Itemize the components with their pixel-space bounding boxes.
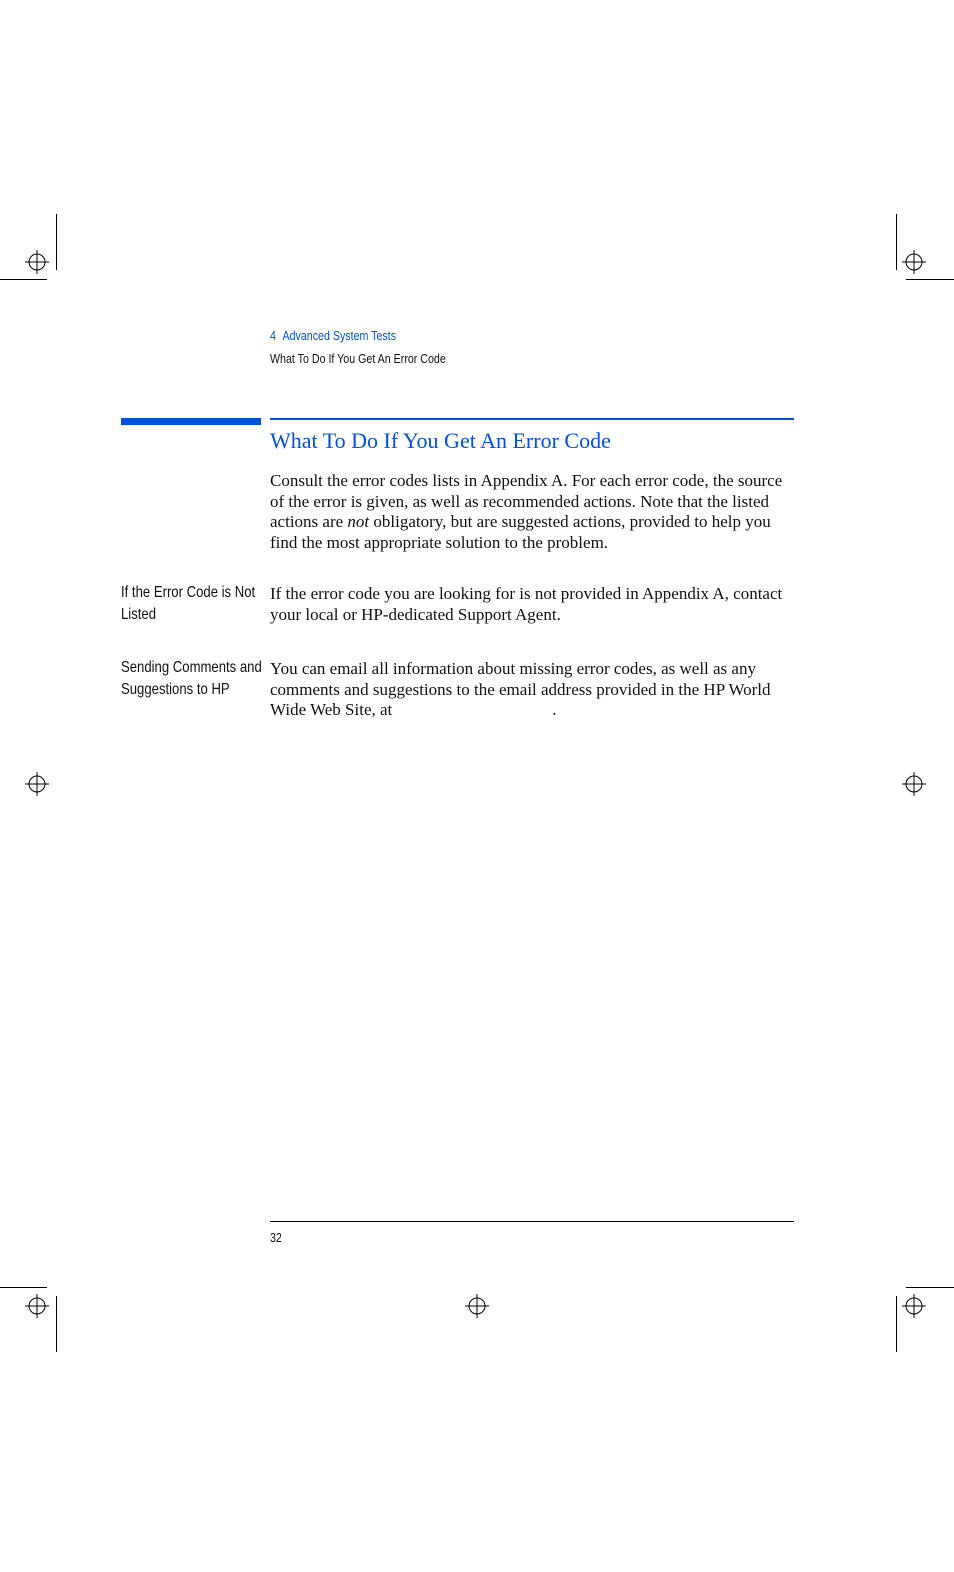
intro-paragraph bbox=[270, 471, 800, 553]
intro-text-end: obligatory, but are suggested actions, provided to help you find the most appropriate solution to the problem. bbox=[270, 512, 771, 552]
registration-mark-bottom-left bbox=[25, 1294, 49, 1318]
crop-mark-bottom-right-vertical bbox=[896, 1296, 897, 1352]
registration-mark-mid-right bbox=[902, 772, 926, 796]
crop-mark-top-right-vertical bbox=[896, 214, 897, 270]
chapter-number: 4 bbox=[270, 328, 276, 343]
intro-text-start: Consult the error codes lists in Appendix A. For each error code, the source of the error is given, as well as recommended actions. Note that the listed actions are bbox=[270, 471, 783, 531]
page-title: What To Do If You Get An Error Code bbox=[270, 428, 611, 453]
side-label-line: If the Error Code is Not bbox=[121, 584, 256, 601]
chapter-title: Advanced System Tests bbox=[282, 328, 397, 343]
crop-mark-bottom-left-horizontal bbox=[0, 1287, 47, 1288]
sending-comments-paragraph bbox=[270, 659, 800, 721]
sending-comments-period: . bbox=[552, 700, 557, 719]
intro-emphasis: not bbox=[347, 512, 370, 531]
side-label-error-code-not-listed bbox=[121, 582, 271, 626]
footer-rule bbox=[270, 1221, 794, 1222]
section-rule bbox=[270, 418, 794, 420]
crop-mark-bottom-right-horizontal bbox=[906, 1287, 954, 1288]
crop-mark-top-right-horizontal bbox=[906, 279, 954, 280]
error-code-not-listed-paragraph: If the error code you are looking for is not provided in Appendix A, contact your local or HP-dedicated Support Agent. bbox=[270, 584, 783, 624]
registration-mark-bottom-right bbox=[902, 1294, 926, 1318]
registration-mark-mid-left bbox=[25, 772, 49, 796]
crop-mark-top-left-horizontal bbox=[0, 279, 47, 280]
side-label-line: Listed bbox=[121, 606, 157, 623]
page-number: 32 bbox=[270, 1230, 282, 1245]
registration-mark-top-right bbox=[902, 250, 926, 274]
sending-comments-text: You can email all information about missing error codes, as well as any comments and suggestions to the email address provided in the HP World Wide Web Site, at bbox=[270, 659, 771, 719]
side-label-line: Suggestions to HP bbox=[121, 681, 230, 698]
registration-mark-top-left bbox=[25, 250, 49, 274]
side-label-line: Sending Comments and bbox=[121, 659, 262, 676]
crop-mark-top-left-vertical bbox=[56, 214, 57, 270]
running-header-chapter bbox=[270, 328, 396, 343]
crop-mark-bottom-left-vertical bbox=[56, 1296, 57, 1352]
section-bar-thick bbox=[121, 418, 261, 425]
side-label-sending-comments bbox=[121, 657, 271, 701]
running-header-section: What To Do If You Get An Error Code bbox=[270, 351, 446, 366]
registration-mark-bottom-center bbox=[465, 1294, 489, 1318]
